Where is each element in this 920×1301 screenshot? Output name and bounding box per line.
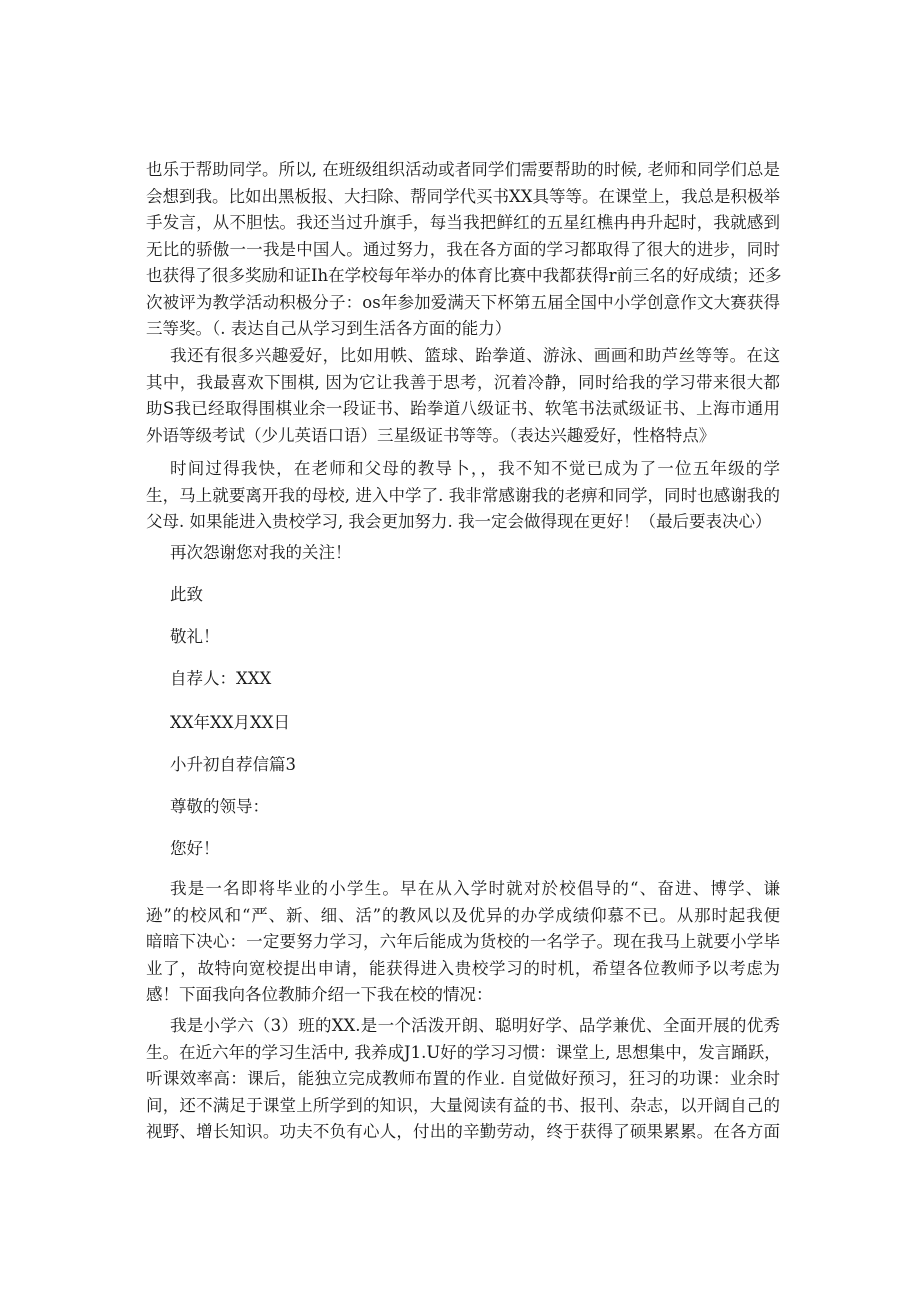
text-line: 其中，我最喜欢下围棋, 因为它让我善于思考，沉着冷静，同时给我的学习带来很大都 xyxy=(146,372,780,392)
section-heading: 小升初自荐信篇3 xyxy=(170,755,296,774)
text-line: 会想到我。比如出黑板报、大扫除、帮同学代买书XX具等等。在课堂上，我总是积极举 xyxy=(146,186,780,206)
text-line: 手发言，从不胆怯。我还当过升旗手，每当我把鲜红的五星红樵冉冉升起时，我就感到 xyxy=(146,213,780,232)
text-line: 视野、增长知识。功夫不负有心人，付出的辛勤劳动，终于获得了硕果累累。在各方面 xyxy=(146,1122,780,1141)
paragraph-resolution xyxy=(146,456,780,536)
signer-line: 自荐人：XXX xyxy=(170,669,272,688)
text-line: 时间过得我快，在老师和父母的教导卜，，我不知不觉已成为了一位五年级的学 xyxy=(170,459,780,478)
text-line: 外语等级考试（少儿英语口语）三星级证书等等。（表达兴趣爱好，性格特点》 xyxy=(146,425,716,445)
closing-line-2: 敬礼！ xyxy=(170,627,220,646)
salutation-line: 尊敬的领导： xyxy=(170,797,269,816)
text-line: 次被评为教学活动积极分子：os年参加爱满天下杯第五届全国中小学创意作文大赛获得 xyxy=(146,292,780,312)
date-line: XX年XX月XX日 xyxy=(170,713,290,732)
greeting-line: 您好！ xyxy=(170,839,220,858)
text-line: 我是一名即将毕业的小学生。早在从入学时就对於校倡导的“、奋进、博学、谦 xyxy=(170,879,780,898)
text-line: 也获得了很多奖励和证Ih在学校每年举办的体育比赛中我都获得r前三名的好成绩；还多 xyxy=(146,266,782,285)
text-line: 逊”的校风和“严、新、细、活”的教风以及优异的办学成绩仰慕不已。从那时起我便 xyxy=(146,905,780,925)
text-line: 生。在近六年的学习生活中, 我养成J1.U好的学习习惯：课堂上, 思想集中，发言踊跃， xyxy=(146,1042,781,1062)
thanks-line: 再次怨谢您对我的关注！ xyxy=(170,543,352,562)
text-line: 感！下面我向各位教肺介绍一下我在校的情况： xyxy=(146,985,493,1004)
text-line: 我是小学六（3）班的XX.是一个活泼开朗、聪明好学、品学兼优、全面开展的优秀 xyxy=(170,1016,780,1035)
text-line: 三等奖。（. 表达自己从学习到生活各方面的能力） xyxy=(146,319,512,338)
paragraph-hobbies xyxy=(146,343,780,449)
paragraph-self-achievements xyxy=(146,157,780,343)
text-line: 暗暗下决心：一定要努力学习，六年后能成为货校的一名学子。现在我马上就要小学毕 xyxy=(146,932,780,951)
closing-line-1: 此致 xyxy=(170,585,203,604)
text-line: 助S我已经取得围棋业余一段证书、跆拳道八级证书、软笔书法贰级证书、上海市通用 xyxy=(146,399,780,418)
paragraph-study-habits xyxy=(146,1013,780,1146)
text-line: 听课效率高：课后，能独立完成教师布置的作业. 自觉做好预习，狂习的功课：业余时 xyxy=(146,1069,780,1088)
text-line: 我还有很多兴趣爱好，比如用帙、篮球、跆拳道、游泳、画画和助芦丝等等。在这 xyxy=(170,346,780,365)
text-line: 也乐于帮助同学。所以, 在班级组织活动或者同学们需要帮助的时候, 老师和同学们总是 xyxy=(146,160,780,179)
paragraph-introduction xyxy=(146,876,780,1009)
text-line: 无比的骄傲一一我是中国人。通过努力，我在各方面的学习都取得了很大的进步，同时 xyxy=(146,239,780,259)
text-line: 业了，故特向宽校提出申请，能获得进入贵校学习的时机，希望各位教师予以考虑为 xyxy=(146,958,780,978)
text-line: 间，还不满足于课堂上所学到的知识，大量阅读有益的书、报刊、杂志，以开阔自己的 xyxy=(146,1095,780,1115)
text-line: 生，马上就要离开我的母校, 进入中学了. 我非常感谢我的老痹和同学，同时也感谢我的 xyxy=(146,485,780,505)
text-line: 父母. 如果能进入贵校学习, 我会更加努力. 我一定会做得现在更好！（最后要表决心） xyxy=(146,512,772,531)
